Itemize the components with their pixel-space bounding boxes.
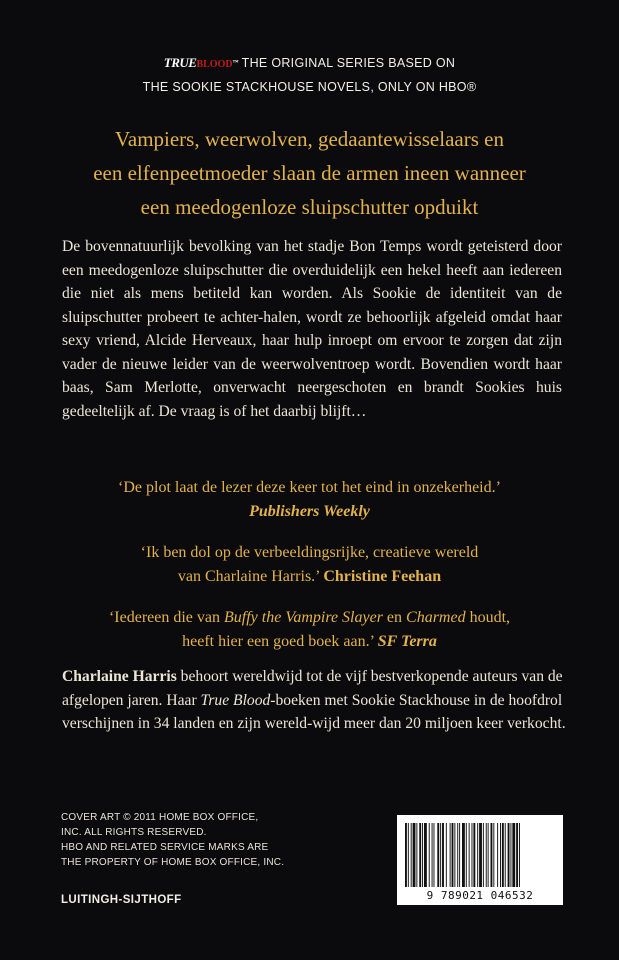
- barcode-bar: [450, 823, 451, 887]
- true-blood-logo: [164, 52, 238, 76]
- barcode-bar: [413, 823, 416, 887]
- banner-text-2: THE SOOKIE STACKHOUSE NOVELS, ONLY ON HBO®: [142, 80, 477, 94]
- credits-line-3: HBO AND RELATED SERVICE MARKS ARE: [61, 842, 269, 853]
- quote-3-text-line-1: [20, 606, 599, 630]
- logo-true-text: TRUE: [163, 55, 197, 70]
- review-quote-2: [20, 541, 599, 589]
- barcode-bar: [405, 823, 407, 887]
- barcode-bar: [424, 823, 427, 887]
- barcode-bar: [442, 823, 444, 887]
- copyright-credits: [61, 810, 284, 870]
- quote-2-source: Christine Feehan: [323, 568, 442, 585]
- quote-3-title-buffy: Buffy the Vampire Slayer: [224, 609, 383, 626]
- barcode-bar: [419, 823, 421, 887]
- barcode-bar: [502, 823, 504, 887]
- quote-3-text-line-2: [20, 630, 599, 654]
- headline-line-1: Vampiers, weerwolven, gedaantewisselaars en: [115, 127, 504, 151]
- publisher-name: LUITINGH-SIJTHOFF: [61, 894, 182, 906]
- barcode-bar: [462, 823, 465, 887]
- barcode-bar: [440, 823, 441, 887]
- series-banner: [0, 52, 619, 98]
- quote-3-post: houdt,: [465, 609, 511, 626]
- review-quotes: [20, 476, 599, 671]
- author-bio-text-1: behoort wereldwijd tot de vijf bestverkopende auteurs van de afgelopen jaren. Haar: [62, 668, 563, 709]
- barcode-bar: [516, 823, 518, 887]
- barcode-bar: [491, 823, 493, 887]
- barcode-bar: [479, 823, 482, 887]
- synopsis: [62, 235, 562, 423]
- quote-1-text: ‘De plot laat de lezer deze keer tot het eind in onzekerheid.’: [118, 479, 501, 496]
- author-bio: [62, 665, 572, 736]
- barcode-bar: [432, 823, 433, 887]
- barcode-bars-icon: [403, 823, 557, 887]
- barcode-bar: [454, 823, 455, 887]
- banner-text-1: THE ORIGINAL SERIES BASED ON: [241, 56, 456, 70]
- barcode-bar: [486, 823, 487, 887]
- quote-3-source: SF Terra: [377, 633, 437, 650]
- barcode-bar: [488, 823, 489, 887]
- barcode-bar: [408, 823, 409, 887]
- author-name: Charlaine Harris: [62, 668, 177, 685]
- barcode-bar: [510, 823, 511, 887]
- barcode-bar: [457, 823, 458, 887]
- barcode-bar: [416, 823, 417, 887]
- barcode-bar: [473, 823, 475, 887]
- headline-line-3: een meedogenloze sluipschutter opduikt: [140, 195, 479, 219]
- quote-3-mid: en: [382, 609, 407, 626]
- review-quote-1: [20, 476, 599, 524]
- quote-3-text-end: heeft hier een goed boek aan.’: [182, 633, 374, 650]
- headline-line-2: een elfenpeetmoeder slaan de armen ineen wanneer: [93, 161, 526, 185]
- barcode-bar: [466, 823, 467, 887]
- barcode-bar: [469, 823, 470, 887]
- barcode-bar: [519, 823, 520, 887]
- quote-2-text-line-1: ‘Ik ben dol op de verbeeldingsrijke, creatieve wereld: [140, 544, 479, 561]
- barcode-bar: [429, 823, 430, 887]
- quote-3-title-charmed: Charmed: [406, 609, 466, 626]
- credits-line-2: INC. ALL RIGHTS RESERVED.: [61, 827, 207, 838]
- barcode-bar: [472, 823, 473, 887]
- credits-line-1: COVER ART © 2011 HOME BOX OFFICE,: [61, 812, 259, 823]
- barcode-bar: [411, 823, 412, 887]
- barcode-bar: [437, 823, 439, 887]
- quote-2-text-line-2: [20, 565, 599, 589]
- barcode-bar: [483, 823, 484, 887]
- barcode-bar: [508, 823, 510, 887]
- barcode-bar: [434, 823, 435, 887]
- barcode-bar: [477, 823, 478, 887]
- barcode-bar: [493, 823, 494, 887]
- quote-3-pre: ‘Iedereen die van: [108, 609, 224, 626]
- logo-trademark: ™: [232, 60, 239, 66]
- barcode-bar: [422, 823, 423, 887]
- author-bio-text-2: -boeken met Sookie Stackhouse in de hoofdrol verschijnen in 34 landen en zijn wereld-wijd meer dan 20 miljoen keer verkocht.: [62, 691, 566, 732]
- quote-1-source: Publishers Weekly: [249, 503, 370, 520]
- synopsis-paragraph: De bovennatuurlijk bevolking van het stadje Bon Temps wordt geteisterd door een meedogenloze sluipschutter die overduidelijk een hekel heeft aan iedereen die niet als mens betiteld kan worden. Als Sookie de identiteit van de sluipschutter probeert te achter-halen, wordt ze behoorlijk afgeleid omdat haar sexy vriend, Alcide Herveaux, haar hulp inroept om ervoor te zorgen dat zijn vader de nieuwe leider van de weerwolventroep wordt. Bovendien wordt haar baas, Sam Merlotte, onverwacht neergeschoten en brandt Sookies huis gedeeltelijk af. De vraag is of het daarbij blijft…: [62, 238, 562, 420]
- barcode-bar: [512, 823, 515, 887]
- credits-line-4: THE PROPERTY OF HOME BOX OFFICE, INC.: [61, 857, 285, 868]
- barcode-bar: [452, 823, 454, 887]
- headline: [20, 122, 599, 224]
- isbn-number: 9 789021 046532: [426, 889, 534, 902]
- barcode-bar: [459, 823, 460, 887]
- barcode-bar: [446, 823, 447, 887]
- banner-line-1: [0, 52, 619, 76]
- barcode-bar: [505, 823, 506, 887]
- logo-blood-text: BLOOD: [196, 59, 233, 70]
- review-quote-3: [20, 606, 599, 654]
- barcode-bar: [500, 823, 501, 887]
- quote-2-text-end: van Charlaine Harris.’: [177, 568, 320, 585]
- author-series-title: True Blood: [200, 691, 271, 709]
- isbn-barcode: [397, 815, 563, 905]
- barcode-bar: [497, 823, 498, 887]
